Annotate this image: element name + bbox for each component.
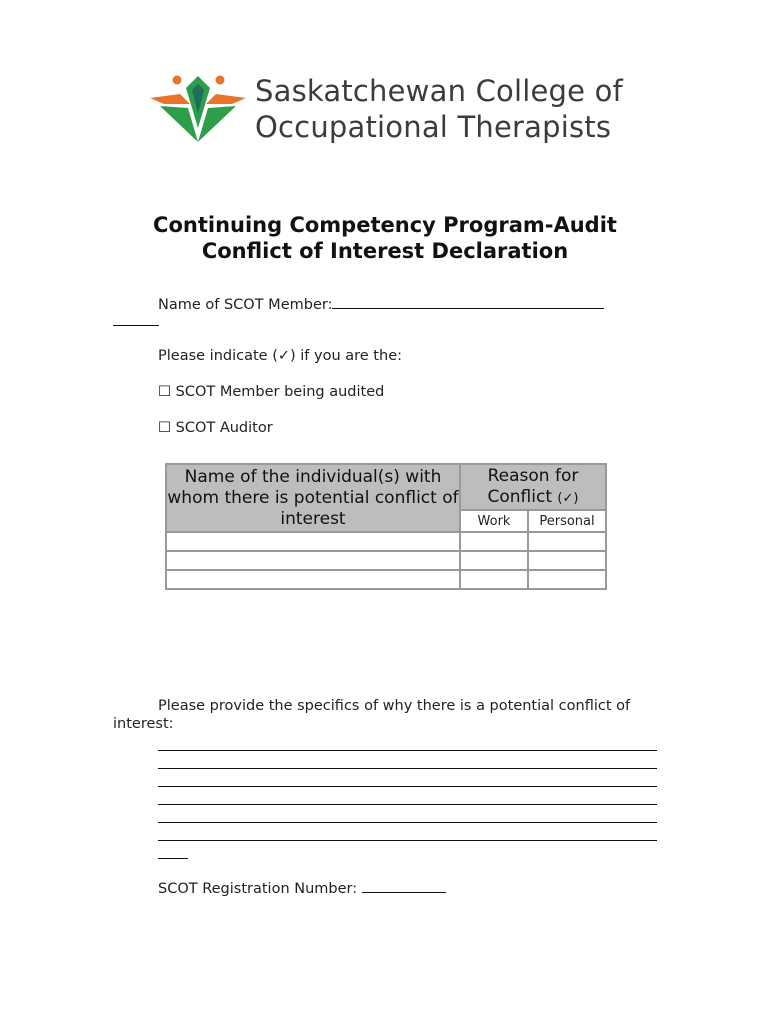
document-title-line1: Continuing Competency Program-Audit [153,213,617,237]
table-row [166,532,606,551]
name-cell[interactable] [166,570,460,589]
specifics-line[interactable] [158,840,657,841]
checkbox-icon[interactable]: ☐ [158,384,171,400]
document-title-line2: Conflict of Interest Declaration [201,239,569,263]
org-name-line1: Saskatchewan College of [255,74,623,108]
col-header-reason-mark: (✓) [557,490,579,506]
specifics-line-end[interactable] [158,858,188,859]
specifics-line[interactable] [158,768,657,769]
personal-cell[interactable] [528,551,606,570]
conflict-table [165,463,607,590]
name-cell[interactable] [166,532,460,551]
option-auditor-row[interactable] [158,420,273,436]
specifics-line[interactable] [158,786,657,787]
indicate-label: Please indicate (✓) if you are the: [158,348,402,364]
col-subheader-work: Work [460,510,528,532]
specifics-label-line1: Please provide the specifics of why there is a potential conflict of [158,698,631,714]
member-name-field-continuation[interactable] [113,325,159,326]
registration-row [158,878,446,897]
col-header-reason [460,464,606,510]
col-header-reason-text: Reason for Conflict [487,465,579,507]
name-cell[interactable] [166,551,460,570]
option-audited-label: SCOT Member being audited [175,384,385,400]
work-cell[interactable] [460,532,528,551]
col-subheader-personal: Personal [528,510,606,532]
scot-logo-icon [150,74,246,144]
specifics-line[interactable] [158,822,657,823]
registration-number-field[interactable] [362,878,446,893]
option-auditor-label: SCOT Auditor [175,420,273,436]
table-row [166,551,606,570]
table-row [166,570,606,589]
member-name-row [158,294,604,313]
col-header-name: Name of the individual(s) with whom there is potential conflict of interest [166,464,460,532]
specifics-line[interactable] [158,750,657,751]
work-cell[interactable] [460,551,528,570]
member-name-field[interactable] [332,294,604,309]
option-audited-row[interactable] [158,384,384,400]
personal-cell[interactable] [528,532,606,551]
registration-label: SCOT Registration Number: [158,881,358,897]
org-name-line2: Occupational Therapists [255,110,612,144]
work-cell[interactable] [460,570,528,589]
checkbox-icon[interactable]: ☐ [158,420,171,436]
personal-cell[interactable] [528,570,606,589]
specifics-label-line2: interest: [113,716,174,732]
member-name-label: Name of SCOT Member: [158,297,333,313]
specifics-line[interactable] [158,804,657,805]
